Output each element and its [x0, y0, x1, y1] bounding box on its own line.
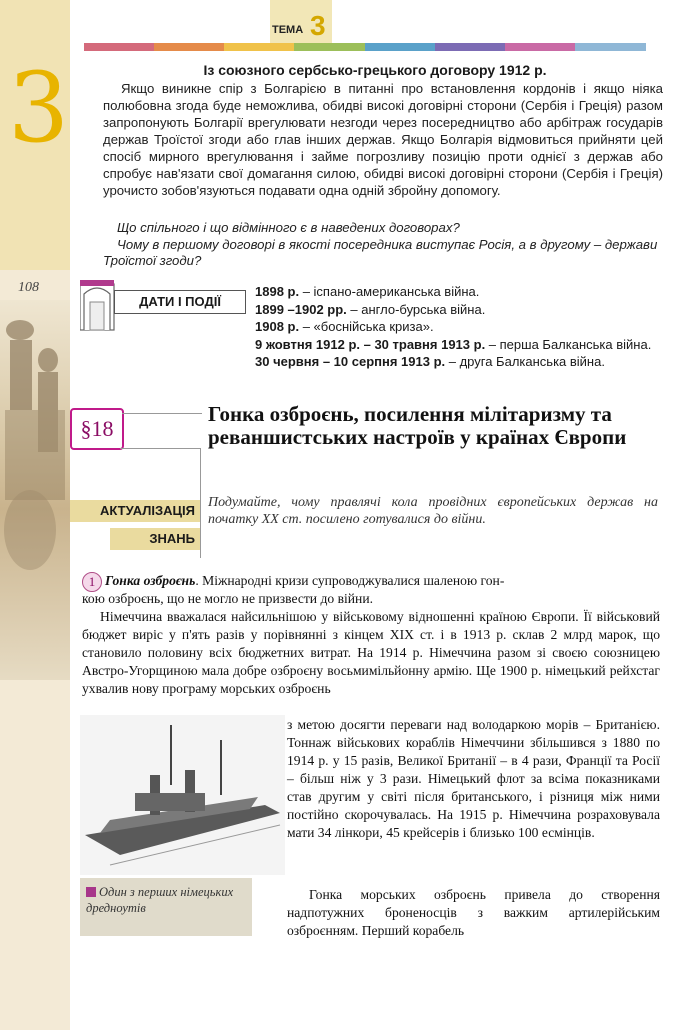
document-questions	[103, 220, 663, 270]
stripe-segment	[154, 43, 225, 51]
stripe-segment	[224, 43, 295, 51]
paragraph-navy: з метою досягти переваги над володаркою морів – Британією. Тоннаж військових кораблів Німеччини збільшився з 1880 по 1914 р. у 15 разів, Великої Британії – в 4 рази, Франції та Росії – більш ніж у 3 рази. Німецький флот за всіма показниками став другим у світі після британського, і різниця між ними постійно скорочувалась. На 1915 р. Німеччина розраховувала мати 34 лінкори, 45 крейсерів і близько 100 есмінців.	[287, 717, 660, 840]
document-excerpt	[103, 80, 663, 199]
theme-number: 3	[310, 10, 326, 41]
document-body: Якщо виникне спір з Болгарією в питанні про встановлення кордонів і якщо ніяка полюбовна згода буде неможлива, обидві високі договірні сторони (Сербія і Греція) разом запропонують Болгарії врегулювати незгоди через посередництво або арбітраж государів держав Троїстої згоди або глав інших держав. Якщо Болгарія відмовиться прийняти цей спосіб мирного врегулювання і займе погрозливу позицію проти однієї з держав або спробує нав'язати свої домагання силою, обидві високі договірні сторони (Сербія і Греція) урочисто зобов'язуються подавати одна одній збройну допомогу.	[103, 81, 663, 198]
paragraph-intro-cont: кою озброєнь, що не могло не призвести до війни.	[82, 591, 373, 606]
dates-list	[255, 283, 655, 371]
date-item: 9 жовтня 1912 р. – 30 травня 1913 р. – перша Балканська війна.	[255, 336, 652, 352]
stripe-segment	[505, 43, 576, 51]
think-prompt: Подумайте, чому правлячі кола провідних європейських держав на початку ХХ ст. посилено готувалися до війни.	[208, 495, 658, 527]
dates-events-label: ДАТИ І ПОДІЇ	[114, 290, 246, 314]
date-item: 1898 р. – іспано-американська війна.	[255, 284, 480, 299]
question-2: Чому в першому договорі в якості посередника виступає Росія, а в другому – держави Троїстої згоди?	[103, 236, 658, 268]
section-title: Гонка озброєнь, посилення мілітаризму та реваншистських настроїв у країнах Європи	[208, 402, 627, 449]
actualization-label: АКТУАЛІЗАЦІЯ	[70, 500, 200, 522]
stripe-segment	[84, 43, 155, 51]
stripe-segment	[365, 43, 436, 51]
paragraph-battleships: Гонка морських озброєнь привела до створення надпотужних броненосців з важким артилерійським озброєнням. Перший корабель	[287, 887, 660, 938]
stripe-segment	[294, 43, 365, 51]
question-1: Що спільного і що відмінного є в наведених договорах?	[117, 220, 460, 235]
knowledge-label: ЗНАНЬ	[110, 528, 200, 550]
theme-label: ТЕМА	[272, 24, 304, 36]
date-item: 1899 –1902 рр. – англо-бурська війна.	[255, 301, 486, 317]
stripe-segment	[575, 43, 646, 51]
section-rule	[122, 413, 202, 414]
caption-marker	[86, 887, 96, 897]
dreadnought-photo	[80, 715, 285, 875]
page-number: 108	[18, 280, 39, 295]
item-number-badge: 1	[82, 572, 102, 592]
date-item: 30 червня – 10 серпня 1913 р. – друга Балканська війна.	[255, 354, 605, 369]
chapter-number: 3	[8, 52, 70, 164]
paragraph-intro: Гонка озброєнь. Міжнародні кризи супроводжувалися шаленою гон-	[105, 573, 505, 588]
date-item: 1908 р. – «боснійська криза».	[255, 319, 434, 334]
figure-caption: Один з перших німецьких дредноутів	[86, 885, 234, 915]
document-title: Із союзного сербсько-грецького договору 1912 р.	[203, 62, 547, 78]
paragraph-germany: Німеччина вважалася найсильнішою у військовому відношенні країною Європи. Її військовий бюджет виріс у п'ять разів у порівнянні з кінцем XIX ст. і в 1913 р. склав 2 млрд марок, що становило половину всіх бюджетних витрат. На 1914 р. Німеччина разом зі своєю союзницею Австро-Угорщиною мала добре озброєну восьмимільйонну армію. Ще 1900 р. німецький рейхстаг ухвалив нову програму морських озброєнь	[82, 609, 660, 696]
historical-soldiers-illustration	[0, 300, 70, 680]
section-divider-h	[120, 448, 200, 449]
lead-term: Гонка озброєнь	[105, 573, 196, 588]
section-number: §18	[70, 408, 124, 450]
section-divider-v	[200, 448, 201, 558]
stripe-segment	[435, 43, 506, 51]
